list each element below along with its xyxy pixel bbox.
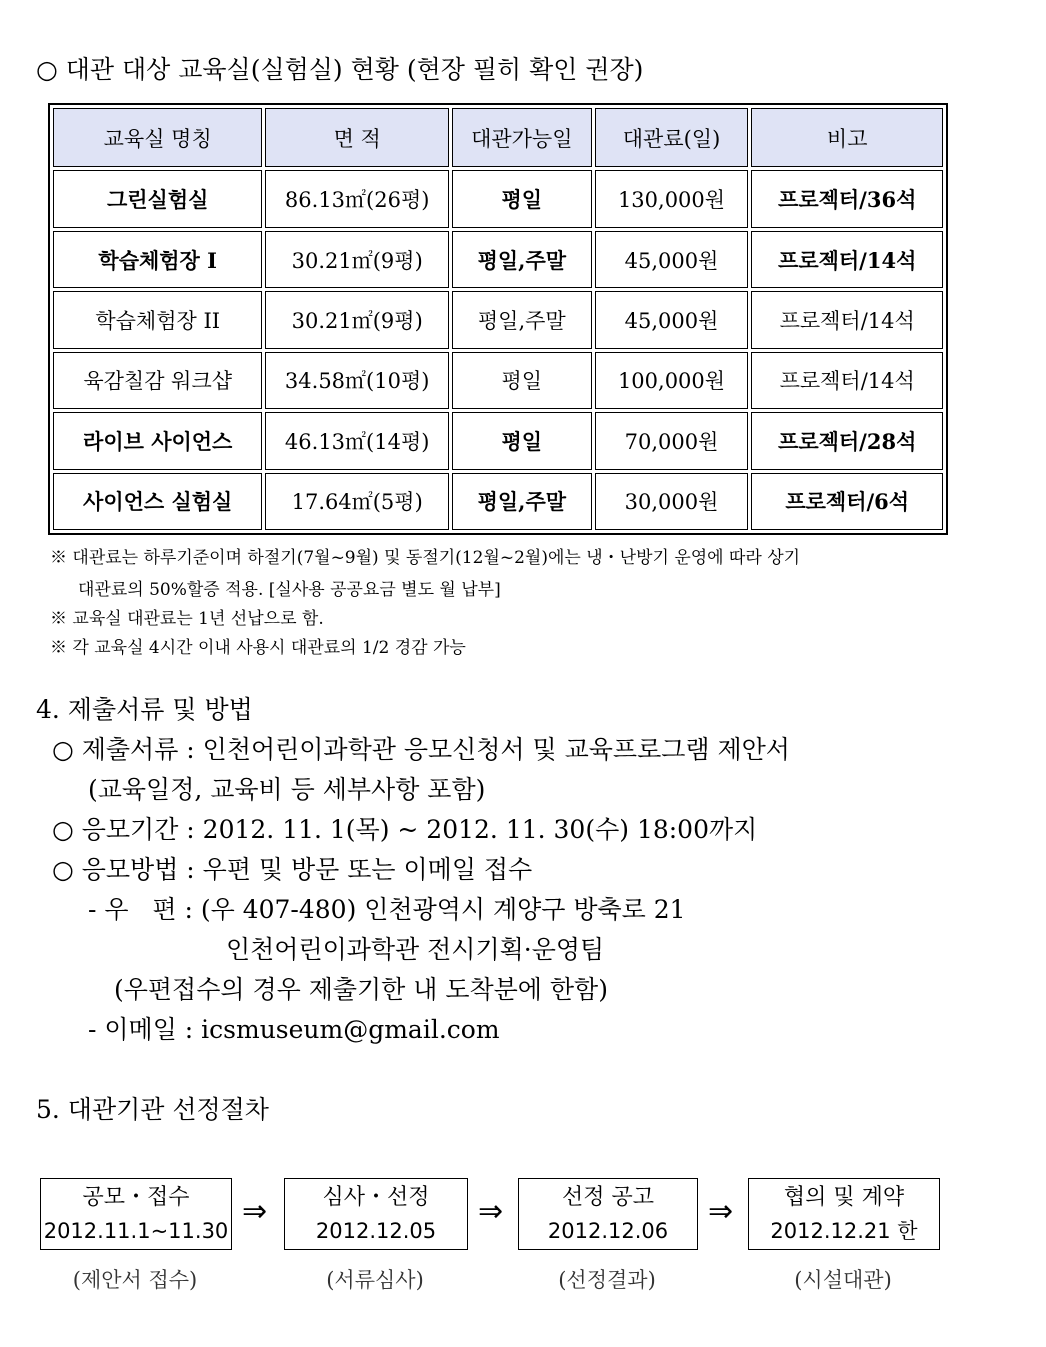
- fee-note-1-cont: 대관료의 50%할증 적용. [실사용 공공요금 별도 월 납부]: [78, 580, 501, 600]
- room-fee: 130,000원: [595, 170, 749, 227]
- header-note: 비고: [751, 108, 943, 167]
- room-days: 평일,주말: [452, 291, 592, 348]
- header-room-name: 교육실 명칭: [53, 108, 262, 167]
- room-fee: 45,000원: [595, 291, 749, 348]
- room-table: [48, 103, 948, 535]
- room-name: 육감칠감 워크샵: [53, 352, 262, 409]
- arrow-icon: ⇒: [478, 1194, 504, 1229]
- table-row: [53, 170, 943, 227]
- method-line: ○ 응모방법 : 우편 및 방문 또는 이메일 접수: [52, 855, 533, 884]
- table-row: [53, 291, 943, 348]
- room-area: 46.13㎡(14평): [265, 412, 449, 469]
- step-caption-1: (제안서 접수): [72, 1268, 198, 1292]
- table-row: [53, 473, 943, 531]
- step-box-4: [748, 1178, 940, 1250]
- room-fee: 70,000원: [595, 412, 749, 469]
- step-box-2: [284, 1178, 468, 1250]
- header-available-days: 대관가능일: [452, 108, 592, 167]
- room-days: 평일,주말: [452, 473, 592, 531]
- room-fee: 100,000원: [595, 352, 749, 409]
- documents-line: ○ 제출서류 : 인천어린이과학관 응모신청서 및 교육프로그램 제안서: [52, 735, 790, 764]
- table-row: [53, 412, 943, 469]
- room-fee: 30,000원: [595, 473, 749, 531]
- room-note: 프로젝터/6석: [751, 473, 943, 531]
- step-date: 2012.12.21 한: [770, 1219, 918, 1243]
- table-header-row: [53, 108, 943, 167]
- header-area: 면 적: [265, 108, 449, 167]
- room-note: 프로젝터/14석: [751, 291, 943, 348]
- postal-condition: (우편접수의 경우 제출기한 내 도착분에 한함): [114, 975, 608, 1004]
- table-row: [53, 352, 943, 409]
- postal-line: - 우 편 : (우 407-480) 인천광역시 계양구 방축로 21: [88, 895, 686, 924]
- step-title: 협의 및 계약: [783, 1185, 905, 1210]
- room-fee: 45,000원: [595, 231, 749, 288]
- room-area: 34.58㎡(10평): [265, 352, 449, 409]
- step-caption-3: (선정결과): [558, 1268, 656, 1292]
- room-days: 평일: [452, 412, 592, 469]
- documents-detail: (교육일정, 교육비 등 세부사항 포함): [88, 775, 486, 804]
- section4-title: 4. 제출서류 및 방법: [36, 695, 253, 724]
- step-date: 2012.11.1~11.30: [43, 1219, 229, 1243]
- room-note: 프로젝터/14석: [751, 231, 943, 288]
- arrow-icon: ⇒: [242, 1194, 268, 1229]
- room-days: 평일: [452, 170, 592, 227]
- header-fee: 대관료(일): [595, 108, 749, 167]
- room-area: 17.64㎡(5평): [265, 473, 449, 531]
- room-note: 프로젝터/14석: [751, 352, 943, 409]
- step-title: 심사・선정: [322, 1185, 430, 1210]
- room-area: 30.21㎡(9평): [265, 231, 449, 288]
- step-caption-4: (시설대관): [794, 1268, 892, 1292]
- step-title: 공모・접수: [82, 1185, 190, 1210]
- section5-title: 5. 대관기관 선정절차: [36, 1095, 269, 1124]
- step-date: 2012.12.06: [547, 1219, 669, 1243]
- room-note: 프로젝터/28석: [751, 412, 943, 469]
- room-area: 30.21㎡(9평): [265, 291, 449, 348]
- room-name: 학습체험장 I: [53, 231, 262, 288]
- step-date: 2012.12.05: [315, 1219, 437, 1243]
- fee-note-1: ※ 대관료는 하루기준이며 하절기(7월~9월) 및 동절기(12월~2월)에는 냉・난방기 운영에 따라 상기: [50, 548, 801, 568]
- step-title: 선정 공고: [561, 1185, 654, 1210]
- fee-note-2: ※ 교육실 대관료는 1년 선납으로 함.: [50, 609, 324, 629]
- room-name: 라이브 사이언스: [53, 412, 262, 469]
- room-days: 평일,주말: [452, 231, 592, 288]
- fee-note-3: ※ 각 교육실 4시간 이내 사용시 대관료의 1/2 경감 가능: [50, 638, 466, 658]
- step-caption-2: (서류심사): [326, 1268, 424, 1292]
- table-row: [53, 231, 943, 288]
- email-line: - 이메일 : icsmuseum@gmail.com: [88, 1015, 500, 1044]
- room-days: 평일: [452, 352, 592, 409]
- arrow-icon: ⇒: [708, 1194, 734, 1229]
- postal-recipient: 인천어린이과학관 전시기획·운영팀: [226, 935, 605, 964]
- step-box-1: [40, 1178, 232, 1250]
- table-section-title: ○ 대관 대상 교육실(실험실) 현황 (현장 필히 확인 권장): [36, 55, 644, 84]
- room-name: 학습체험장 II: [53, 291, 262, 348]
- period-line: ○ 응모기간 : 2012. 11. 1(목) ~ 2012. 11. 30(수) 18:00까지: [52, 815, 758, 844]
- room-name: 사이언스 실험실: [53, 473, 262, 531]
- room-note: 프로젝터/36석: [751, 170, 943, 227]
- room-area: 86.13㎡(26평): [265, 170, 449, 227]
- room-name: 그린실험실: [53, 170, 262, 227]
- step-box-3: [518, 1178, 698, 1250]
